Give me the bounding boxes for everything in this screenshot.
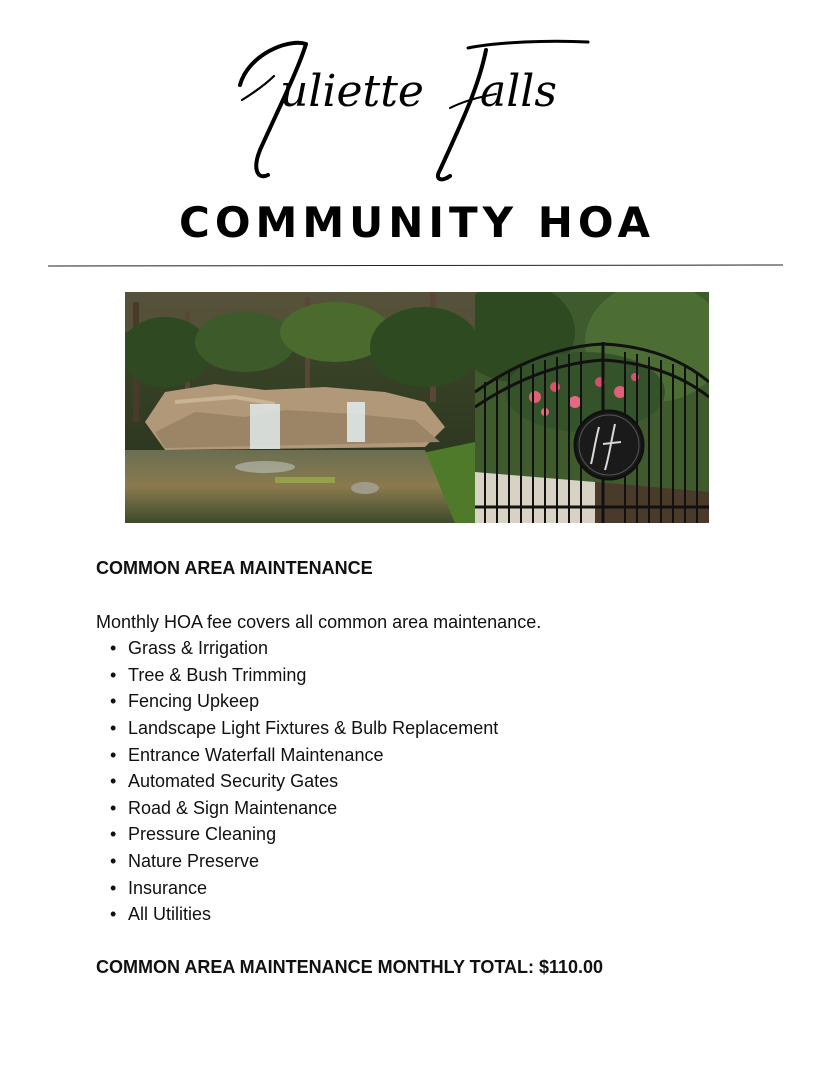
section-heading: COMMON AREA MAINTENANCE: [96, 558, 373, 578]
list-item: • Pressure Cleaning: [110, 821, 796, 848]
juliette-falls-logo: [228, 30, 608, 190]
list-item: • Landscape Light Fixtures & Bulb Replacement: [110, 715, 796, 742]
svg-text:uliette: uliette: [280, 66, 424, 117]
maintenance-section: [96, 555, 796, 980]
list-item: • Automated Security Gates: [110, 768, 796, 795]
security-gate-photo: [475, 292, 709, 523]
list-item: • All Utilities: [110, 901, 796, 928]
list-item: • Road & Sign Maintenance: [110, 795, 796, 822]
monthly-total: COMMON AREA MAINTENANCE MONTHLY TOTAL: $110.00: [96, 956, 604, 977]
waterfall-pond-photo: [125, 292, 475, 523]
page-title: COMMUNITY HOA: [179, 198, 655, 247]
list-item: • Insurance: [110, 875, 796, 902]
list-item: • Nature Preserve: [110, 848, 796, 875]
divider: [48, 264, 783, 266]
section-intro: Monthly HOA fee covers all common area maintenance.: [96, 611, 542, 632]
svg-text:alls: alls: [480, 66, 557, 117]
list-item: • Grass & Irrigation: [110, 635, 796, 662]
list-item: • Entrance Waterfall Maintenance: [110, 742, 796, 769]
list-item: • Tree & Bush Trimming: [110, 662, 796, 689]
maintenance-list: [96, 635, 796, 928]
list-item: • Fencing Upkeep: [110, 688, 796, 715]
